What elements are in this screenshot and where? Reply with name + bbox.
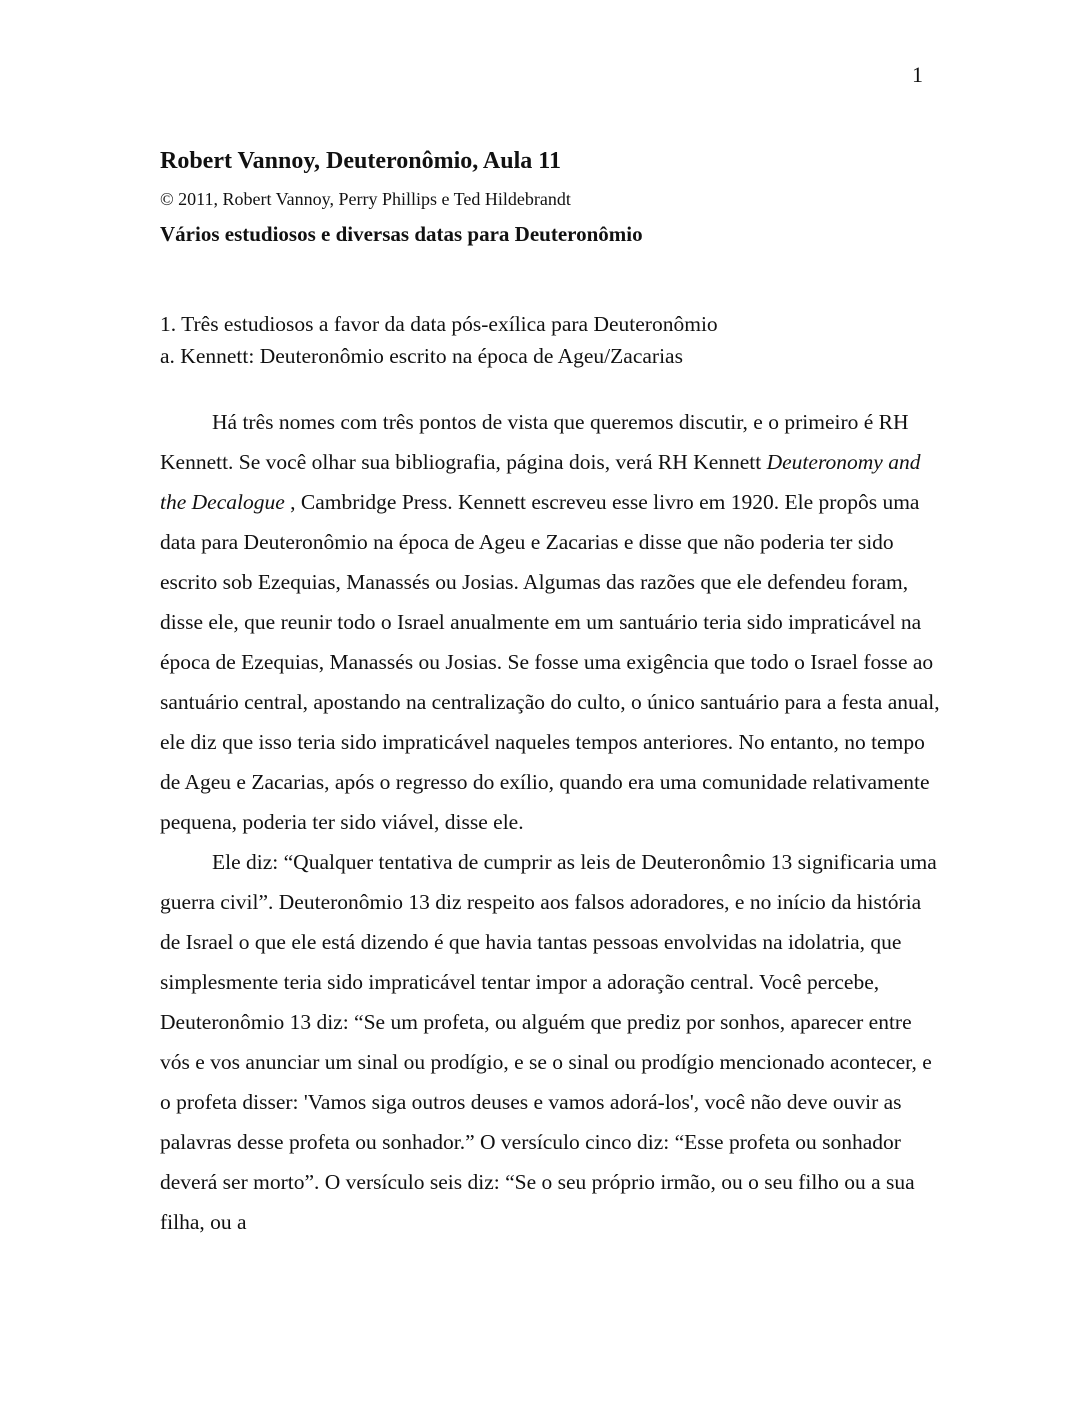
subsection-heading: a. Kennett: Deuteronômio escrito na época de Ageu/Zacarias [160, 344, 683, 368]
document-header [160, 148, 940, 247]
paragraph-2: Ele diz: “Qualquer tentativa de cumprir as leis de Deuteronômio 13 significaria uma guerra civil”. Deuteronômio 13 diz respeito aos falsos adoradores, e no início da história de Israel o que ele está dizendo é que havia tantas pessoas envolvidas na idolatria, que simplesmente teria sido impraticável tentar impor a adoração central. Você percebe, Deuteronômio 13 diz: “Se um profeta, ou alguém que prediz por sonhos, aparecer entre vós e vos anunciar um sinal ou prodígio, e se o sinal ou prodígio mencionado acontecer, e o profeta disser: 'Vamos siga outros deuses e vamos adorá-los', você não deve ouvir as palavras desse profeta ou sonhador.” O versículo cinco diz: “Esse profeta ou sonhador deverá ser morto”. O versículo seis diz: “Se o seu próprio irmão, ou o seu filho ou a sua filha, ou a [160, 850, 937, 1234]
document-body [160, 402, 940, 1242]
document-title: Robert Vannoy, Deuteronômio, Aula 11 [160, 148, 561, 174]
paragraph-1 [160, 402, 940, 842]
section-headings [160, 308, 940, 372]
page-number: 1 [912, 62, 923, 87]
section-heading: 1. Três estudiosos a favor da data pós-exílica para Deuteronômio [160, 312, 718, 336]
paragraph-1-part-1: Há três nomes com três pontos de vista que queremos discutir, e o primeiro é RH Kennett. Se você olhar sua bibliografia, página dois, verá RH Kennett [160, 410, 909, 474]
document-subtitle: Vários estudiosos e diversas datas para Deuteronômio [160, 222, 643, 246]
paragraph-1-part-2: , Cambridge Press. Kennett escreveu esse livro em 1920. Ele propôs uma data para Deuteronômio na época de Ageu e Zacarias e disse que não poderia ter sido escrito sob Ezequias, Manassés ou Josias. Algumas das razões que ele defendeu foram, disse ele, que reunir todo o Israel anualmente em um santuário teria sido impraticável na época de Ezequias, Manassés ou Josias. Se fosse uma exigência que todo o Israel fosse ao santuário central, apostando na centralização do culto, o único santuário para a festa anual, ele diz que isso teria sido impraticável naqueles tempos anteriores. No entanto, no tempo de Ageu e Zacarias, após o regresso do exílio, quando era uma comunidade relativamente pequena, poderia ter sido viável, disse ele. [160, 490, 940, 834]
book-title: Deuteronomy and the Decalogue [160, 450, 921, 514]
copyright-line: © 2011, Robert Vannoy, Perry Phillips e Ted Hildebrandt [160, 189, 571, 209]
